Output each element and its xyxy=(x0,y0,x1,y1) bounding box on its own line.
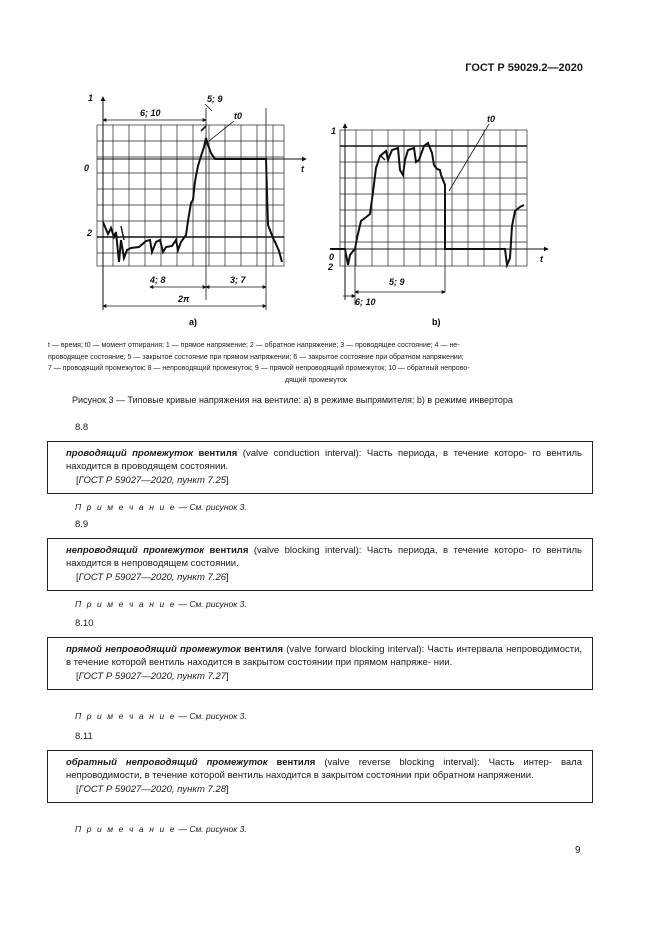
figure-legend xyxy=(48,340,584,386)
panel-b-interval-6-10: 6; 10 xyxy=(355,297,376,307)
panel-b-x-label: t xyxy=(540,254,543,264)
panel-a-x-label: t xyxy=(301,164,304,174)
source-reference: [ГОСТ Р 59027—2020, пункт 7.27] xyxy=(76,671,229,682)
definition-text: непроводящий промежуток вентиля (valve blocking interval): Часть периода, в течение которо- го вентиль находится в непроводящем состоянии. xyxy=(66,545,582,569)
term: проводящий промежуток xyxy=(66,448,194,459)
note: П р и м е ч а н и е — См. рисунок 3. xyxy=(75,502,247,512)
definition-text: проводящий промежуток вентиля (valve conduction interval): Часть периода, в течение которо- го вентиль находится в проводящем состоянии. xyxy=(66,448,582,472)
panel-b xyxy=(327,114,548,327)
note: П р и м е ч а н и е — См. рисунок 3. xyxy=(75,824,247,834)
term-suffix: вентиля xyxy=(204,545,249,556)
english-term: (valve blocking interval): xyxy=(248,545,362,556)
panel-a xyxy=(84,93,306,327)
panel-a-origin: 0 xyxy=(84,163,90,173)
panel-b-tag: b) xyxy=(432,317,441,327)
term: непроводящий промежуток xyxy=(66,545,205,556)
panel-a-interval-4-8: 4; 8 xyxy=(150,275,166,285)
panel-a-interval-3-7: 3; 7 xyxy=(230,275,246,285)
panel-a-y-label: 1 xyxy=(88,93,94,103)
panel-a-marker-top: 5; 9 xyxy=(207,94,223,104)
term: прямой непроводящий промежуток xyxy=(66,644,241,655)
section-number: 8.8 xyxy=(75,422,89,433)
legend-line: проводящее состояние; 5 — закрытое состояние при прямом напряжении; 6 — закрытое состояние при обратном напряжении; xyxy=(48,353,464,361)
term-suffix: вентиля xyxy=(267,757,316,768)
definition-box xyxy=(47,637,593,690)
panel-a-period: 2π xyxy=(178,294,190,304)
note: П р и м е ч а н и е — См. рисунок 3. xyxy=(75,599,247,609)
term: обратный непроводящий промежуток xyxy=(66,757,268,768)
figure-3 xyxy=(0,80,661,340)
panel-a-voltage-curve xyxy=(103,138,282,262)
english-term: (valve forward blocking interval): xyxy=(282,644,425,655)
definition-box xyxy=(47,441,593,494)
panel-b-interval-5-9: 5; 9 xyxy=(389,277,405,287)
section-number: 8.11 xyxy=(75,731,93,742)
note: П р и м е ч а н и е — См. рисунок 3. xyxy=(75,711,247,721)
definition-box xyxy=(47,538,593,591)
page-number: 9 xyxy=(575,845,581,856)
section-number: 8.9 xyxy=(75,519,89,530)
panel-a-tag: a) xyxy=(189,317,198,327)
panel-a-grid xyxy=(97,125,284,266)
panel-b-voltage-curve xyxy=(330,143,524,265)
figure-caption: Рисунок 3 — Типовые кривые напряжения на вентиле: a) в режиме выпрямителя; b) в режиме инвертора xyxy=(72,395,513,405)
panel-b-grid xyxy=(340,130,527,266)
panel-b-origin: 0 xyxy=(329,252,335,262)
panel-b-t0: t0 xyxy=(487,114,496,124)
document-header: ГОСТ Р 59029.2—2020 xyxy=(465,62,583,74)
english-term: (valve reverse blocking interval): xyxy=(315,757,480,768)
legend-line: 7 — проводящий промежуток; 8 — непроводящий промежуток; 9 — прямой непроводящий промежуток; 10 — обратный непрово- xyxy=(48,365,470,372)
section-number: 8.10 xyxy=(75,618,94,629)
panel-a-interval-top: 6; 10 xyxy=(140,108,161,118)
source-reference: [ГОСТ Р 59027—2020, пункт 7.28] xyxy=(76,784,229,795)
source-reference: [ГОСТ Р 59027—2020, пункт 7.25] xyxy=(76,475,229,486)
legend-line: дящий промежуток xyxy=(285,376,347,384)
english-term: (valve conduction interval): xyxy=(237,448,362,459)
definition-text: обратный непроводящий промежуток вентиля (valve reverse blocking interval): Часть интер- вала непроводимости, в течение которой вентиль находится в закрытом состоянии при обратном напряжении. xyxy=(66,757,582,781)
panel-b-y-label: 1 xyxy=(331,126,337,136)
definition-box xyxy=(47,750,593,803)
definition-text: прямой непроводящий промежуток вентиля (valve forward blocking interval): Часть интервала непроводимости, в течение которой вентиль находится в закрытом состоянии при прямом напряже- нии. xyxy=(66,644,583,668)
legend-line: t — время; t0 — момент отпирания; 1 — прямое напряжение; 2 — обратное напряжение; 3 — проводящее состояние; 4 — не- xyxy=(48,342,460,349)
panel-a-level-2: 2 xyxy=(87,228,93,238)
panel-b-level-2: 2 xyxy=(328,262,334,272)
source-reference: [ГОСТ Р 59027—2020, пункт 7.26] xyxy=(76,572,229,583)
term-suffix: вентиля xyxy=(193,448,238,459)
panel-a-t0: t0 xyxy=(234,111,243,121)
term-suffix: вентиля xyxy=(240,644,283,655)
